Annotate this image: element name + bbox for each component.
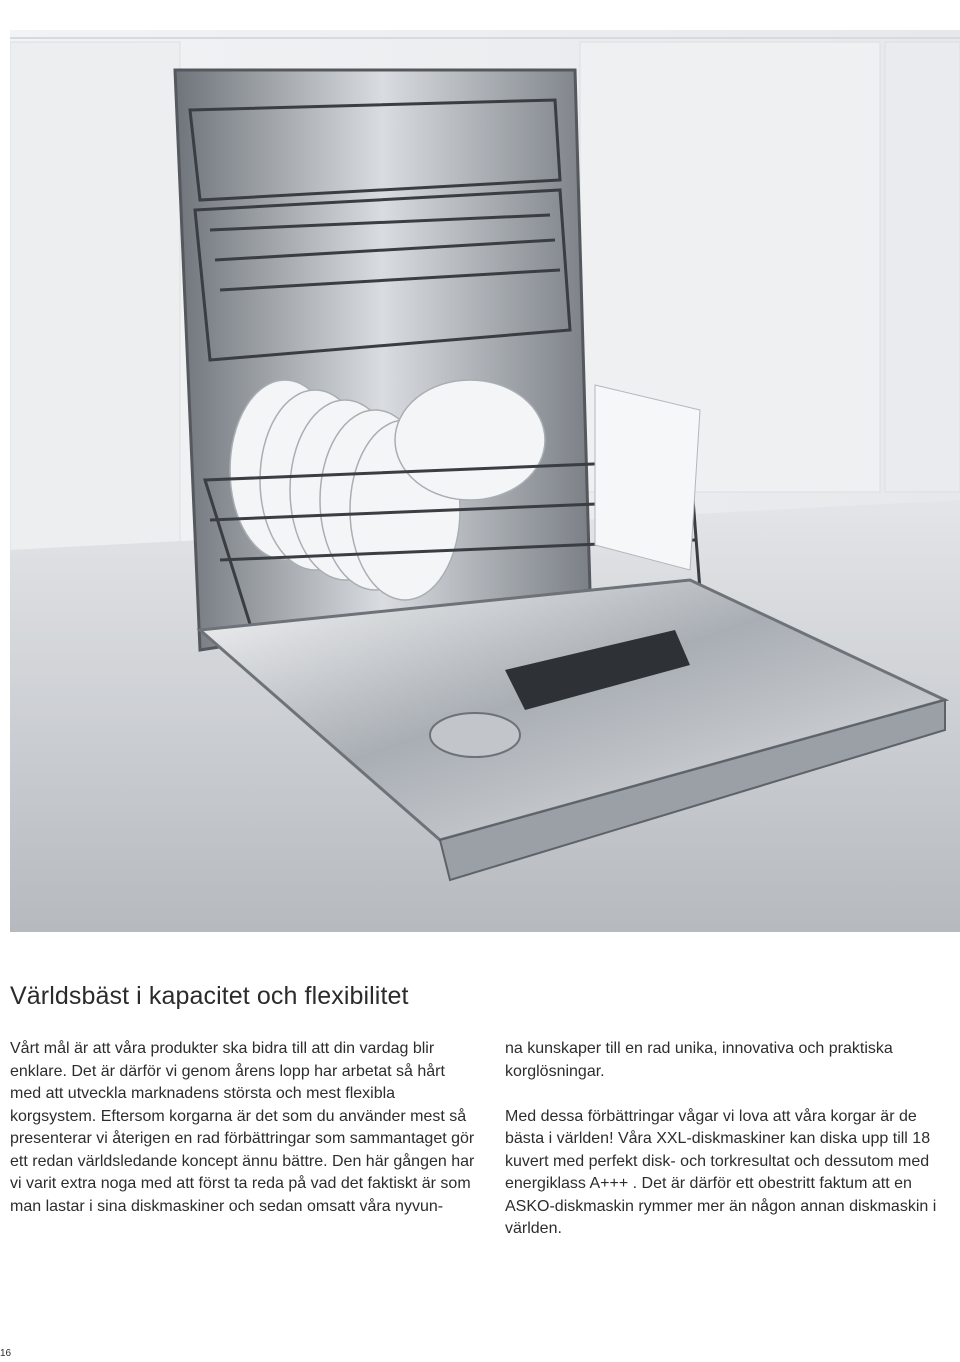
paragraph-right-1: na kunskaper till en rad unika, innovativa och praktiska korglösningar. — [505, 1040, 893, 1080]
body-column-left — [10, 1038, 480, 1218]
paragraph-right-2: Med dessa förbättringar vågar vi lova att våra korgar är de bästa i världen! Våra XXL-diskmaskiner kan diska upp till 18 kuvert med perfekt disk- och torkresultat och dessutom med energiklass A+++ . Det är därför ett obestritt faktum att en ASKO-diskmaskin rymmer mer än någon annan diskmaskin i världen. — [505, 1107, 937, 1237]
paragraph-left: Vårt mål är att våra produkter ska bidra till att din vardag blir enklare. Det är därför vi genom årens lopp har arbetat så hårt med att utveckla marknadens största och mest flexibla korgsystem. Eftersom korgarna är det som du använder mest så presenterar vi återigen en rad förbättringar som sammantaget gör ett redan världsledande koncept ännu bättre. Den här gången har vi varit extra noga med att först ta reda på vad det faktiskt är som man lastar i sina diskmaskiner och sedan omsatt våra nyvun- — [10, 1040, 475, 1215]
body-column-right — [505, 1038, 960, 1241]
dishwasher-photo — [10, 30, 960, 932]
page-number: 16 — [0, 1348, 12, 1359]
page-heading: Världsbäst i kapacitet och flexibilitet — [10, 982, 409, 1010]
dishwasher-illustration — [10, 30, 960, 932]
